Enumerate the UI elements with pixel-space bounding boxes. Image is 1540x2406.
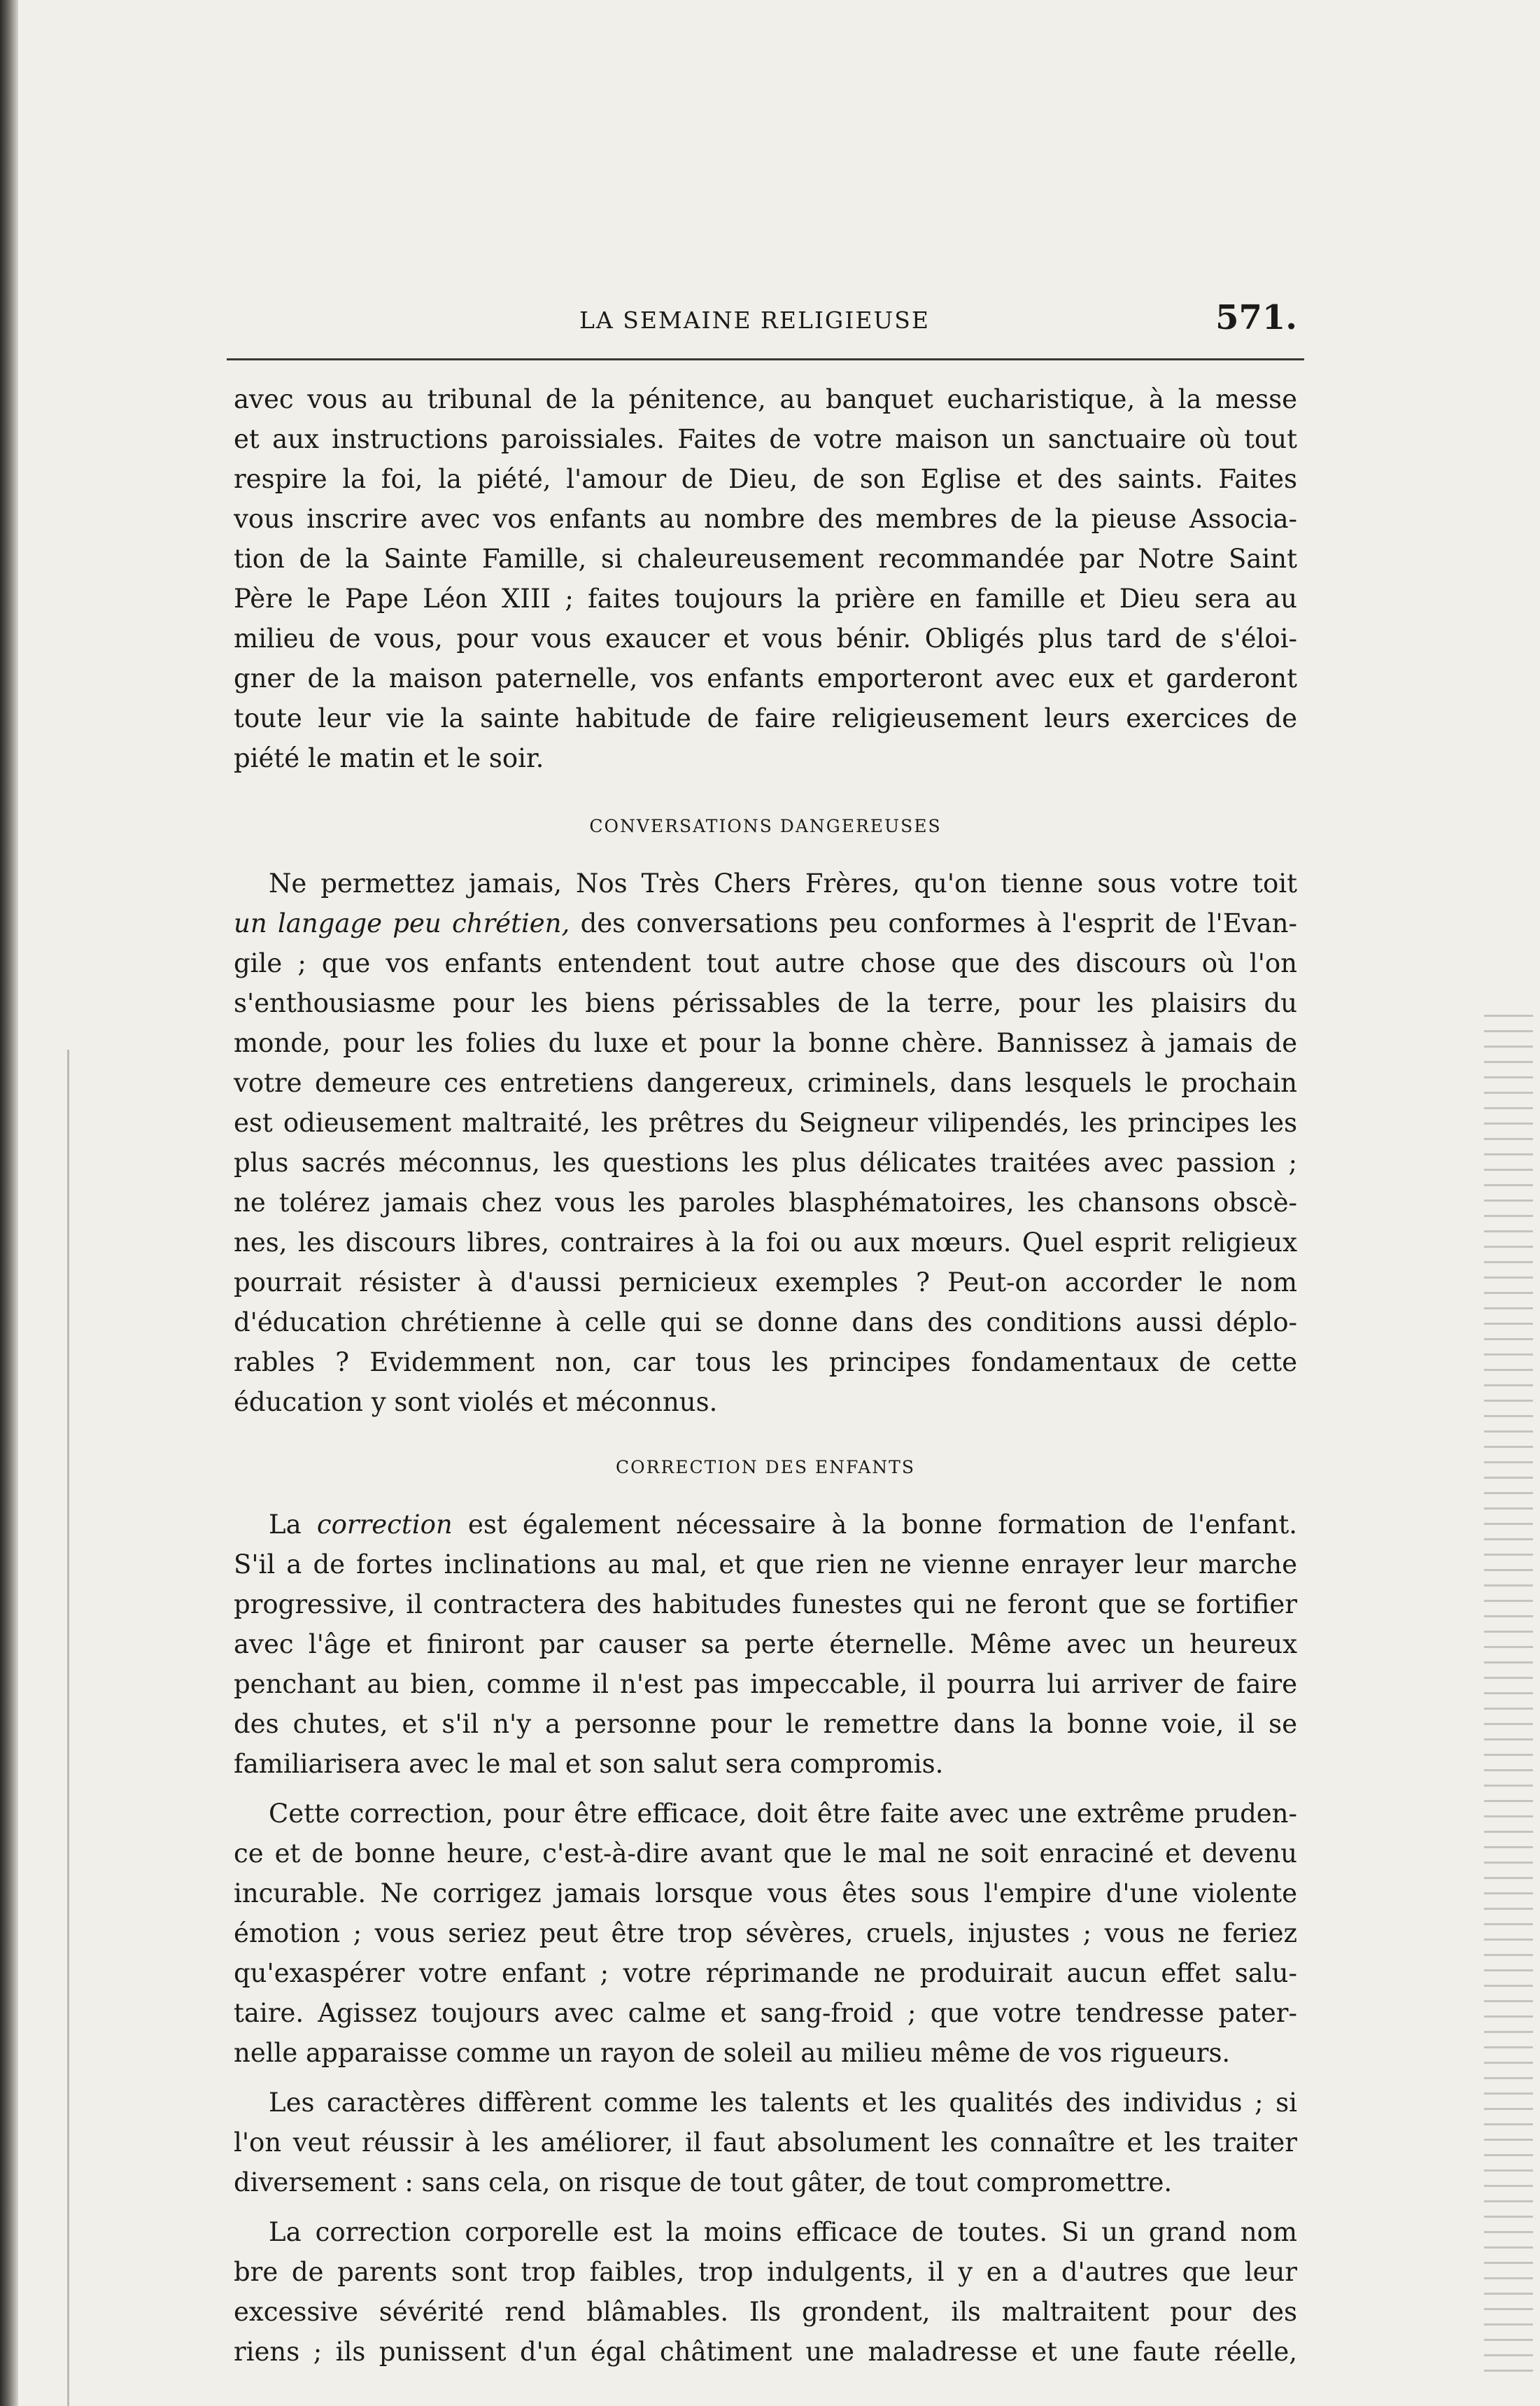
paragraph-continuation <box>234 379 1297 778</box>
text-line: tion de la Sainte Famille, si chaleureusement recommandée par Notre Saint <box>234 544 1297 574</box>
text-run: La <box>269 1510 317 1540</box>
page-number: 571. <box>1215 298 1297 337</box>
text-line: vous inscrire avec vos enfants au nombre des membres de la pieuse Associa- <box>234 504 1297 534</box>
text-line: nelle apparaisse comme un rayon de soleil au milieu même de vos rigueurs. <box>234 2038 1231 2068</box>
paragraph-gap <box>234 2202 1297 2212</box>
header-rule <box>227 358 1304 360</box>
text-line: avec vous au tribunal de la pénitence, au banquet eucharistique, à la messe <box>234 384 1297 414</box>
text-line: monde, pour les folies du luxe et pour la bonne chère. Bannissez à jamais de <box>234 1028 1297 1058</box>
section-conversations-body <box>234 864 1297 1422</box>
text-line: respire la foi, la piété, l'amour de Dieu, de son Eglise et des saints. Faites <box>234 464 1297 494</box>
section-heading-correction: CORRECTION DES ENFANTS <box>616 1457 915 1477</box>
text-line: qu'exaspérer votre enfant ; votre réprimande ne produirait aucun effet salu- <box>234 1958 1297 1988</box>
text-line: avec l'âge et finiront par causer sa perte éternelle. Même avec un heureux <box>234 1629 1297 1659</box>
text-line: éducation y sont violés et méconnus. <box>234 1387 718 1417</box>
text-line: d'éducation chrétienne à celle qui se donne dans des conditions aussi déplo- <box>234 1307 1297 1337</box>
text-line: pourrait résister à d'aussi pernicieux exemples ? Peut-on accorder le nom <box>234 1267 1297 1297</box>
text-line: des chutes, et s'il n'y a personne pour le remettre dans la bonne voie, il se <box>234 1709 1297 1739</box>
text-line: S'il a de fortes inclinations au mal, et que rien ne vienne enrayer leur marche <box>234 1549 1297 1580</box>
text-line: votre demeure ces entretiens dangereux, criminels, dans lesquels le prochain <box>234 1068 1297 1098</box>
paragraph-gap <box>234 1784 1297 1794</box>
page-header <box>234 294 1297 364</box>
text-line: ne tolérez jamais chez vous les paroles blasphématoires, les chansons obscè- <box>234 1188 1297 1218</box>
binding-line <box>67 1050 69 2406</box>
text-line: toute leur vie la sainte habitude de faire religieusement leurs exercices de <box>234 703 1297 733</box>
document-page <box>234 294 1297 2372</box>
text-line: piété le matin et le soir. <box>234 743 544 773</box>
text-line: milieu de vous, pour vous exaucer et vous bénir. Obligés plus tard de s'éloi- <box>234 624 1297 654</box>
text-line: plus sacrés méconnus, les questions les plus délicates traitées avec passion ; <box>234 1148 1297 1178</box>
text-line: Cette correction, pour être efficace, doit être faite avec une extrême pruden- <box>269 1799 1297 1829</box>
text-line: familiarisera avec le mal et son salut sera compromis. <box>234 1749 944 1779</box>
text-line: est odieusement maltraité, les prêtres du Seigneur vilipendés, les principes les <box>234 1108 1297 1138</box>
text-line: progressive, il contractera des habitudes funestes qui ne feront que se fortifier <box>234 1589 1297 1619</box>
text-run: des conversations peu conformes à l'esprit de l'Evan- <box>580 908 1297 938</box>
text-line: Père le Pape Léon XIII ; faites toujours la prière en famille et Dieu sera au <box>234 584 1297 614</box>
text-line: s'enthousiasme pour les biens périssables de la terre, pour les plaisirs du <box>234 988 1297 1018</box>
text-line: émotion ; vous seriez peut être trop sévères, cruels, injustes ; vous ne feriez <box>234 1918 1297 1948</box>
italic-phrase: un langage peu chrétien, <box>234 908 570 938</box>
section-correction-body <box>234 1505 1297 2372</box>
text-line: l'on veut réussir à les améliorer, il faut absolument les connaître et les traiter <box>234 2127 1297 2158</box>
text-line: diversement : sans cela, on risque de tout gâter, de tout compromettre. <box>234 2167 1173 2197</box>
paragraph-gap <box>234 2073 1297 2083</box>
italic-word: correction <box>316 1510 453 1540</box>
text-line: rables ? Evidemment non, car tous les principes fondamentaux de cette <box>234 1347 1297 1377</box>
text-line: incurable. Ne corrigez jamais lorsque vous êtes sous l'empire d'une violente <box>234 1878 1297 1908</box>
text-line: riens ; ils punissent d'un égal châtiment une maladresse et une faute réelle, <box>234 2337 1297 2367</box>
text-line: gile ; que vos enfants entendent tout autre chose que des discours où l'on <box>234 948 1297 978</box>
text-line: bre de parents sont trop faibles, trop indulgents, il y en a d'autres que leur <box>234 2257 1297 2287</box>
text-line: taire. Agissez toujours avec calme et sang-froid ; que votre tendresse pater- <box>234 1998 1297 2028</box>
text-line: penchant au bien, comme il n'est pas impeccable, il pourra lui arriver de faire <box>234 1669 1297 1699</box>
margin-bleed-marks <box>1484 1015 1533 2379</box>
running-title: LA SEMAINE RELIGIEUSE <box>579 307 930 334</box>
text-line: Les caractères diffèrent comme les talents et les qualités des individus ; si <box>269 2088 1297 2118</box>
section-heading-conversations: CONVERSATIONS DANGEREUSES <box>589 816 942 836</box>
text-line <box>234 903 1297 943</box>
text-line: nes, les discours libres, contraires à la foi ou aux mœurs. Quel esprit religieux <box>234 1227 1297 1258</box>
text-line: excessive sévérité rend blâmables. Ils grondent, ils maltraitent pour des <box>234 2297 1297 2327</box>
text-line <box>234 1505 1297 1545</box>
text-line: Ne permettez jamais, Nos Très Chers Frères, qu'on tienne sous votre toit <box>269 868 1297 899</box>
text-line: ce et de bonne heure, c'est-à-dire avant que le mal ne soit enraciné et devenu <box>234 1838 1297 1869</box>
page-edge-shadow <box>0 0 18 2406</box>
text-line: et aux instructions paroissiales. Faites de votre maison un sanctuaire où tout <box>234 424 1297 454</box>
text-line: La correction corporelle est la moins efficace de toutes. Si un grand nom <box>269 2217 1297 2247</box>
text-line: gner de la maison paternelle, vos enfants emporteront avec eux et garderont <box>234 663 1297 694</box>
text-run: est également nécessaire à la bonne formation de l'enfant. <box>452 1510 1297 1540</box>
